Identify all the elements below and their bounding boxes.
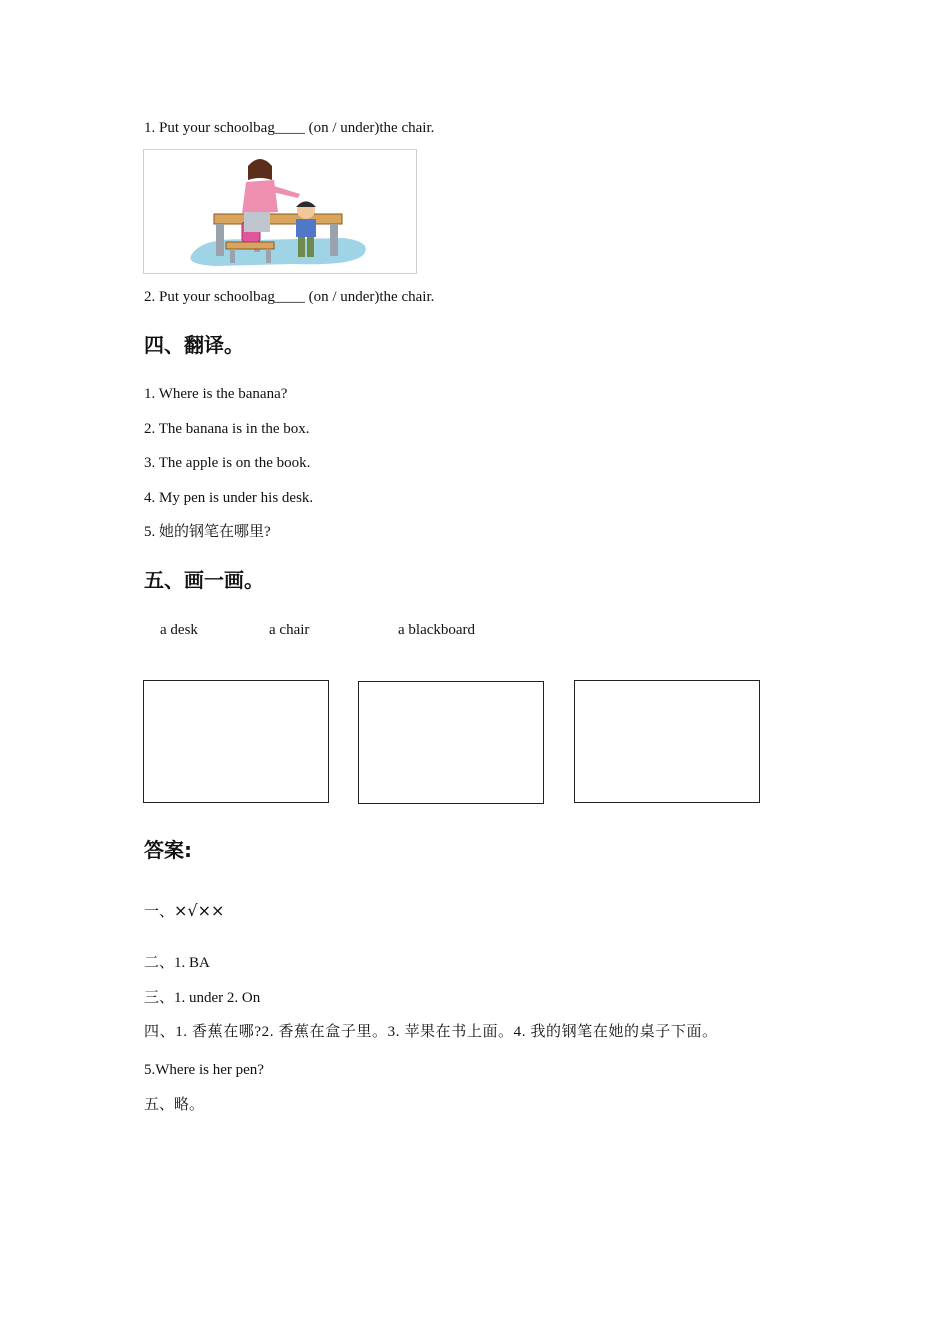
answer-4: 四、1. 香蕉在哪?2. 香蕉在盒子里。3. 苹果在书上面。4. 我的钢笔在她的桌子下面。: [144, 1024, 718, 1040]
answer-1-prefix: 一、: [144, 904, 175, 920]
draw-label-blackboard: a blackboard: [398, 622, 476, 638]
classroom-illustration: [143, 149, 417, 274]
drawing-box-desk[interactable]: [143, 680, 329, 803]
translate-item-5: 5. 她的钢笔在哪里?: [144, 524, 271, 540]
answer-1: [144, 902, 224, 921]
answer-3: 三、1. under 2. On: [144, 990, 261, 1006]
teacher-student-desk-image: [144, 150, 416, 273]
drawing-box-blackboard[interactable]: [574, 680, 760, 803]
answer-1-marks: ×√××: [174, 901, 225, 920]
drawing-box-chair[interactable]: [358, 681, 544, 804]
question-3-2: 2. Put your schoolbag____ (on / under)the chair.: [144, 289, 435, 305]
draw-label-desk: a desk: [160, 622, 198, 638]
question-3-1: 1. Put your schoolbag____ (on / under)the chair.: [144, 120, 435, 136]
section-4-heading: 四、翻译。: [144, 333, 244, 357]
translate-item-1: 1. Where is the banana?: [144, 386, 288, 402]
section-5-heading: 五、画一画。: [144, 568, 264, 592]
answers-heading: 答案:: [144, 838, 192, 862]
draw-label-chair: a chair: [269, 622, 310, 638]
answer-2: 二、1. BA: [144, 955, 210, 971]
answer-4-5: 5.Where is her pen?: [144, 1062, 264, 1078]
translate-item-2: 2. The banana is in the box.: [144, 421, 310, 437]
translate-item-4: 4. My pen is under his desk.: [144, 490, 314, 506]
answer-5: 五、略。: [144, 1097, 205, 1113]
translate-item-3: 3. The apple is on the book.: [144, 455, 311, 471]
